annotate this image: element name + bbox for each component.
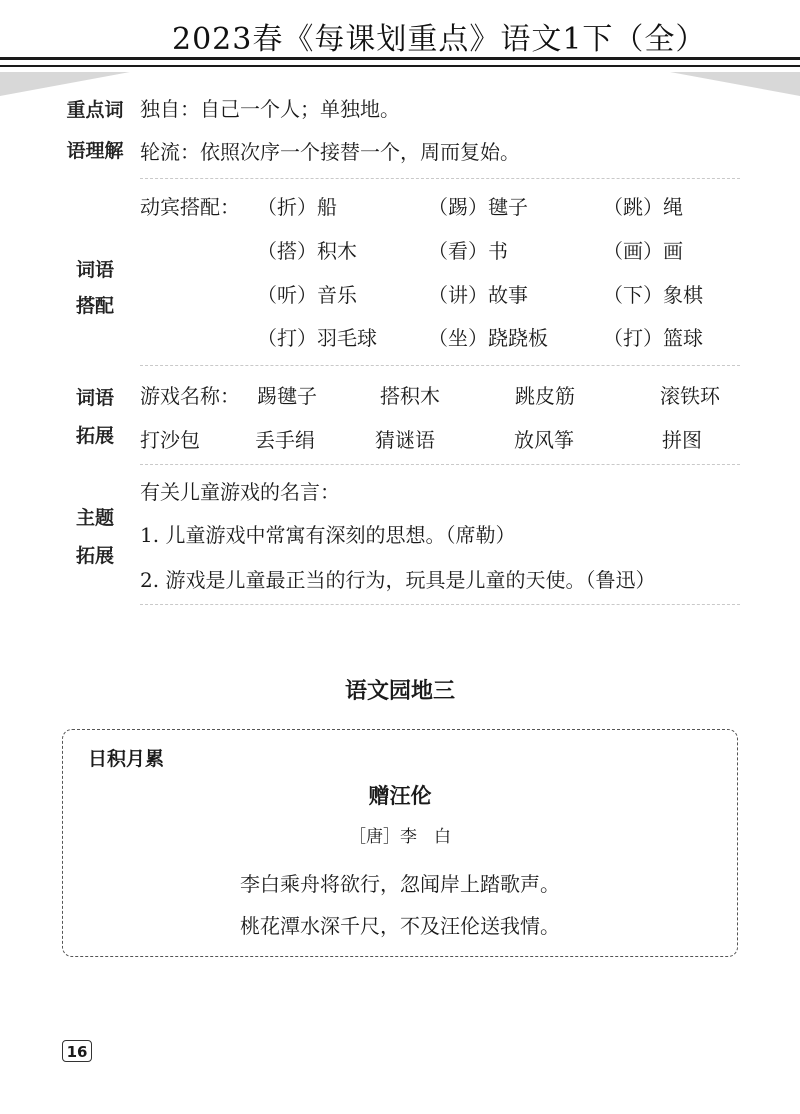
- label-collocation-line1: 词语: [75, 259, 114, 281]
- game-name: 滚铁环: [660, 384, 720, 408]
- game-name: 搭积木: [380, 384, 440, 408]
- poem-line: 桃花潭水深千尺，不及汪伦送我情。: [240, 914, 560, 938]
- label-theme-line1: 主题: [75, 507, 114, 529]
- key-word-definition: 轮流：依照次序一个接替一个，周而复始。: [140, 140, 520, 164]
- game-name: 打沙包: [140, 428, 200, 452]
- label-theme-line2: 拓展: [75, 545, 114, 567]
- game-name: 跳皮筋: [515, 384, 575, 408]
- collocation-item: （下）象棋: [603, 283, 703, 307]
- label-collocation-line2: 搭配: [75, 295, 114, 317]
- label-key-words-line1: 重点词: [66, 99, 124, 121]
- section-divider: [140, 365, 740, 366]
- poem-author: ［唐］李 白: [349, 827, 451, 847]
- theme-quote: 1. 儿童游戏中常寓有深刻的思想。（席勒）: [140, 523, 516, 547]
- collocation-item: （跳）绳: [603, 195, 683, 219]
- collocation-item: （打）篮球: [603, 326, 703, 350]
- theme-quote: 2. 游戏是儿童最正当的行为，玩具是儿童的天使。（鲁迅）: [140, 568, 656, 592]
- collocation-heading: 动宾搭配：: [140, 195, 240, 219]
- label-expansion-line2: 拓展: [75, 425, 114, 447]
- label-key-words-line2: 语理解: [66, 140, 124, 162]
- collocation-item: （打）羽毛球: [257, 326, 377, 350]
- section-divider: [140, 464, 740, 465]
- collocation-item: （画）画: [603, 239, 683, 263]
- collocation-item: （听）音乐: [257, 283, 357, 307]
- collocation-item: （踢）毽子: [428, 195, 528, 219]
- collocation-item: （坐）跷跷板: [428, 326, 548, 350]
- box-label: 日积月累: [88, 748, 165, 770]
- theme-heading: 有关儿童游戏的名言：: [140, 480, 340, 504]
- poem-title: 赠汪伦: [368, 784, 432, 808]
- collocation-item: （讲）故事: [428, 283, 528, 307]
- collocation-item: （折）船: [257, 195, 337, 219]
- section-title: 语文园地三: [344, 679, 455, 704]
- key-word-definition: 独自：自己一个人；单独地。: [140, 97, 400, 121]
- header-rule-top: [0, 57, 800, 60]
- collocation-item: （搭）积木: [257, 239, 357, 263]
- page-number: 16: [62, 1040, 92, 1062]
- game-name: 丢手绢: [255, 428, 315, 452]
- game-name: 放风筝: [514, 428, 574, 452]
- game-name: 踢毽子: [257, 384, 317, 408]
- header-rule-bottom: [0, 65, 800, 67]
- game-name: 猜谜语: [375, 428, 435, 452]
- poem-line: 李白乘舟将欲行，忽闻岸上踏歌声。: [240, 872, 560, 896]
- section-divider: [140, 604, 740, 605]
- section-divider: [140, 178, 740, 179]
- page-header-title: 2023春《每课划重点》语文1下（全）: [172, 22, 707, 57]
- collocation-item: （看）书: [428, 239, 508, 263]
- label-expansion-line1: 词语: [75, 387, 114, 409]
- game-name: 拼图: [662, 428, 702, 452]
- expansion-heading: 游戏名称：: [140, 384, 240, 408]
